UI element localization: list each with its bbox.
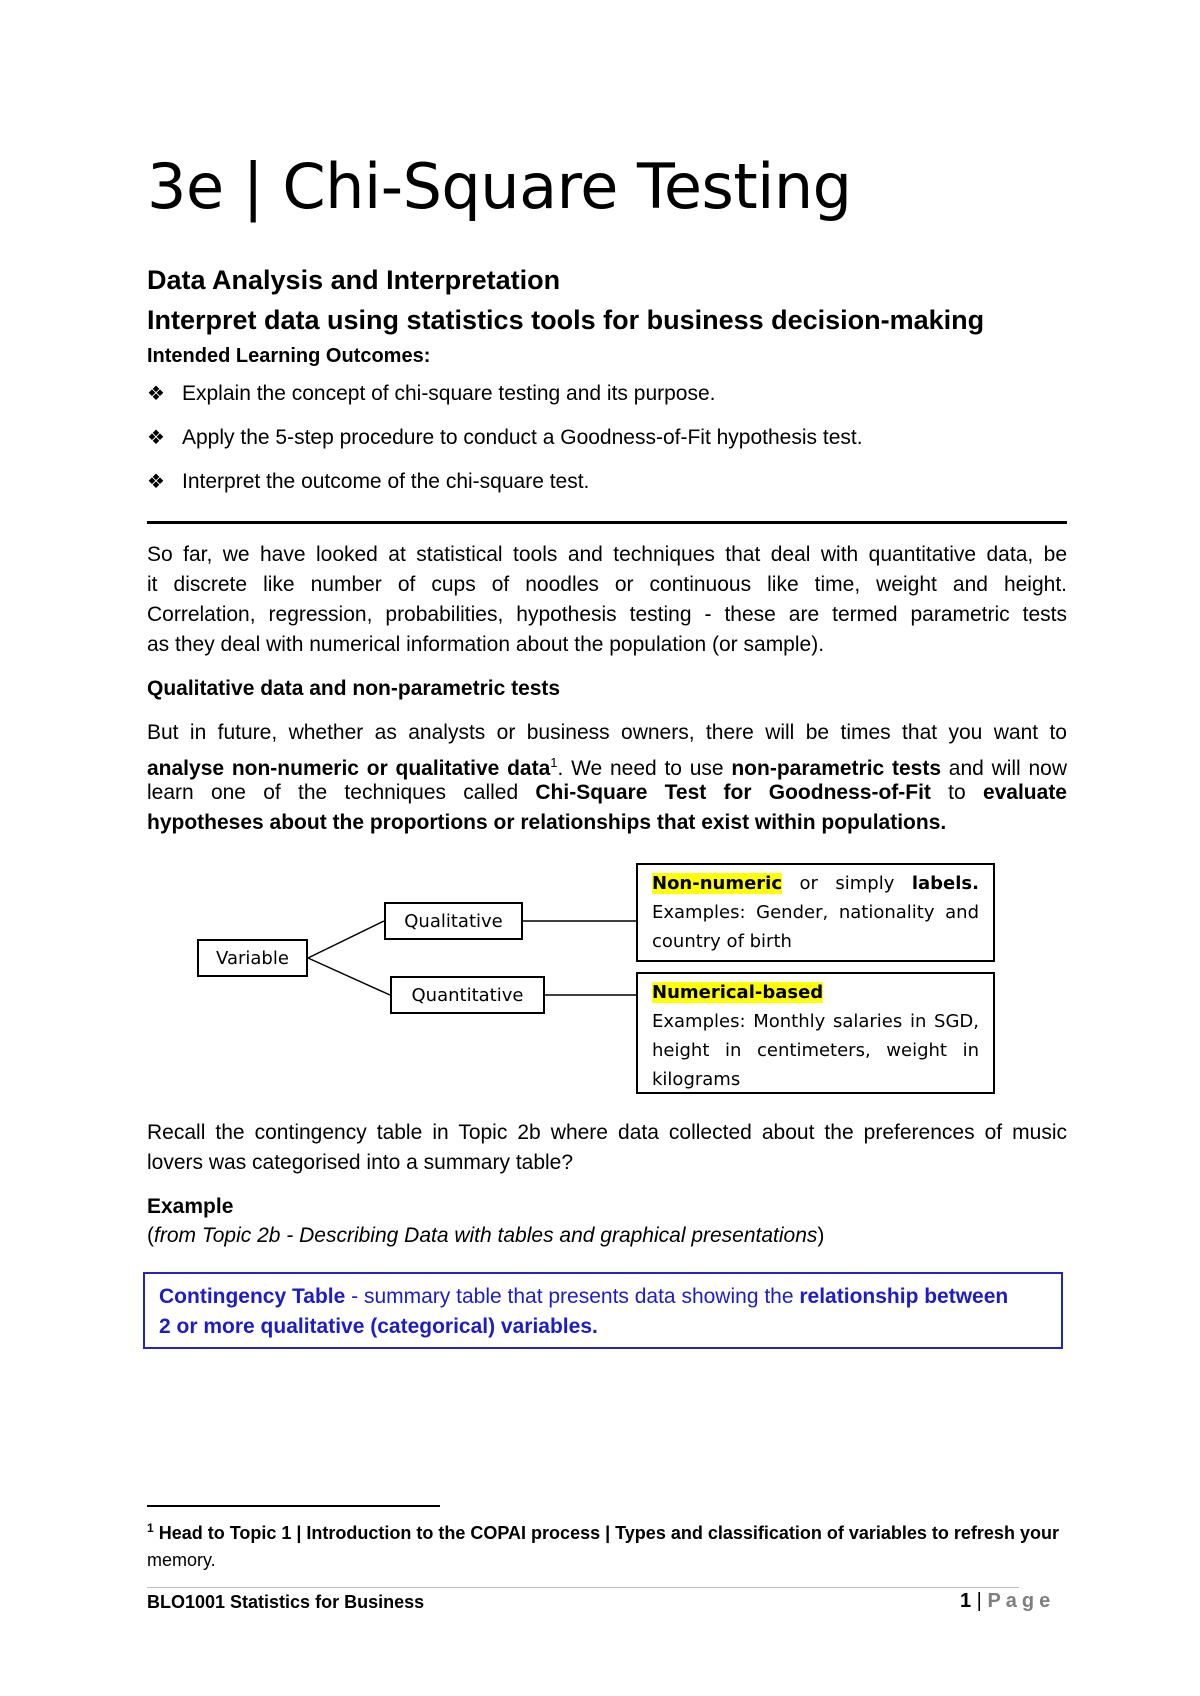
text-run: and will now <box>941 757 1068 780</box>
footnote-text: memory. <box>147 1550 216 1570</box>
bold-phrase: analyse non-numeric or qualitative data <box>147 757 551 780</box>
text-run: . <box>592 1315 598 1338</box>
text-line: Correlation, regression, probabilities, hypothesis testing - these are termed parametric tests <box>147 603 1067 626</box>
highlight-term: Numerical-based <box>652 982 824 1003</box>
outcome-text: Explain the concept of chi-square testing and its purpose. <box>182 382 716 405</box>
text-line <box>652 869 979 898</box>
page-word: Page <box>987 1590 1056 1612</box>
learning-outcomes-list <box>147 380 863 512</box>
footnote-text: Head to Topic 1 | Introduction to the COPAI process | Types and classification of variables to refresh your <box>158 1523 1059 1543</box>
intro-paragraph <box>147 540 1067 660</box>
text-line: But in future, whether as analysts or business owners, there will be times that you want to <box>147 721 1067 744</box>
diagram-connectors <box>0 855 1200 1110</box>
source-text: from Topic 2b - Describing Data with tables and graphical presentations <box>154 1224 818 1247</box>
connector-line <box>308 958 390 995</box>
text-line: Examples: Gender, nationality and <box>652 902 979 923</box>
page-number: 1 <box>960 1590 972 1612</box>
text-line <box>147 778 1067 808</box>
list-item <box>147 380 863 424</box>
bold-phrase: non-parametric tests <box>731 757 942 780</box>
diamond-bullet-icon: ❖ <box>147 471 165 493</box>
text-line <box>147 808 1067 838</box>
text-run: ) <box>817 1224 825 1247</box>
list-item <box>147 424 863 468</box>
bold-phrase: relationship between <box>799 1285 1009 1308</box>
text-line: Recall the contingency table in Topic 2b where data collected about the preferences of music <box>147 1121 1067 1144</box>
nonparametric-paragraph <box>147 718 1067 838</box>
variable-types-diagram <box>0 855 1200 1110</box>
footnote-marker: 1 <box>147 1521 154 1535</box>
text-run: - summary table that presents data showing the <box>345 1285 800 1308</box>
page-separator: | <box>971 1590 988 1612</box>
text-line: Examples: Monthly salaries in SGD, <box>652 1011 979 1032</box>
bold-phrase: 2 or more qualitative (categorical) variables <box>159 1315 593 1338</box>
course-area-heading: Data Analysis and Interpretation <box>147 265 561 295</box>
footnote-ref[interactable]: 1 <box>550 755 558 770</box>
section-heading: Qualitative data and non-parametric tests <box>147 677 561 700</box>
footer-divider <box>147 1587 1019 1588</box>
quantitative-description <box>636 972 995 1094</box>
footer-course <box>147 1592 424 1613</box>
text-line: So far, we have looked at statistical tools and techniques that deal with quantitative data, be <box>147 543 1067 566</box>
text-line: lovers was categorised into a summary table? <box>147 1151 574 1174</box>
variable-box: Variable <box>197 939 308 977</box>
text-line <box>652 978 979 1007</box>
connector-line <box>308 921 384 958</box>
text-run: . <box>940 811 947 834</box>
list-item <box>147 468 863 512</box>
bold-phrase: labels. <box>911 873 979 894</box>
section-divider <box>147 521 1067 524</box>
text-run: learn one of the techniques called <box>147 781 536 804</box>
example-heading: Example <box>147 1195 234 1218</box>
diamond-bullet-icon: ❖ <box>147 427 165 449</box>
text-line: height in centimeters, weight in <box>652 1040 979 1061</box>
bold-phrase: Chi-Square Test for Goodness-of-Fit <box>535 781 931 804</box>
definition-term: Contingency Table <box>159 1285 346 1308</box>
text-run: to <box>930 781 983 804</box>
definition-box <box>143 1272 1063 1349</box>
text-line: it discrete like number of cups of noodles or continuous like time, weight and height. <box>147 573 1067 596</box>
page-title: 3e | Chi-Square Testing <box>147 150 852 223</box>
footer-page <box>960 1590 1055 1613</box>
course-name: BLO1001 Statistics for Business <box>147 1592 425 1612</box>
footnote <box>147 1515 1067 1574</box>
outcome-text: Interpret the outcome of the chi-square test. <box>182 470 590 493</box>
topic-heading: Interpret data using statistics tools for business decision-making <box>147 305 985 335</box>
diamond-bullet-icon: ❖ <box>147 383 165 405</box>
footnote-separator <box>147 1505 440 1507</box>
learning-outcomes-label: Intended Learning Outcomes: <box>147 345 431 367</box>
bold-phrase: evaluate <box>982 781 1067 804</box>
highlight-term: Non-numeric <box>652 873 783 894</box>
text-run: . We need to use <box>557 757 732 780</box>
quantitative-box: Quantitative <box>390 976 545 1014</box>
text-run: or simply <box>799 873 895 894</box>
qualitative-box: Qualitative <box>384 902 523 940</box>
text-run: ( <box>147 1224 154 1247</box>
example-source <box>147 1222 824 1250</box>
recall-paragraph <box>147 1118 1067 1178</box>
bold-phrase: hypotheses about the proportions or relationships that exist within populations <box>147 811 941 834</box>
outcome-text: Apply the 5-step procedure to conduct a Goodness-of-Fit hypothesis test. <box>182 426 863 449</box>
text-line: kilograms <box>652 1069 741 1090</box>
text-line: as they deal with numerical information about the population (or sample). <box>147 633 825 656</box>
text-line <box>147 748 1067 778</box>
text-line: country of birth <box>652 931 792 952</box>
qualitative-description <box>636 863 995 962</box>
